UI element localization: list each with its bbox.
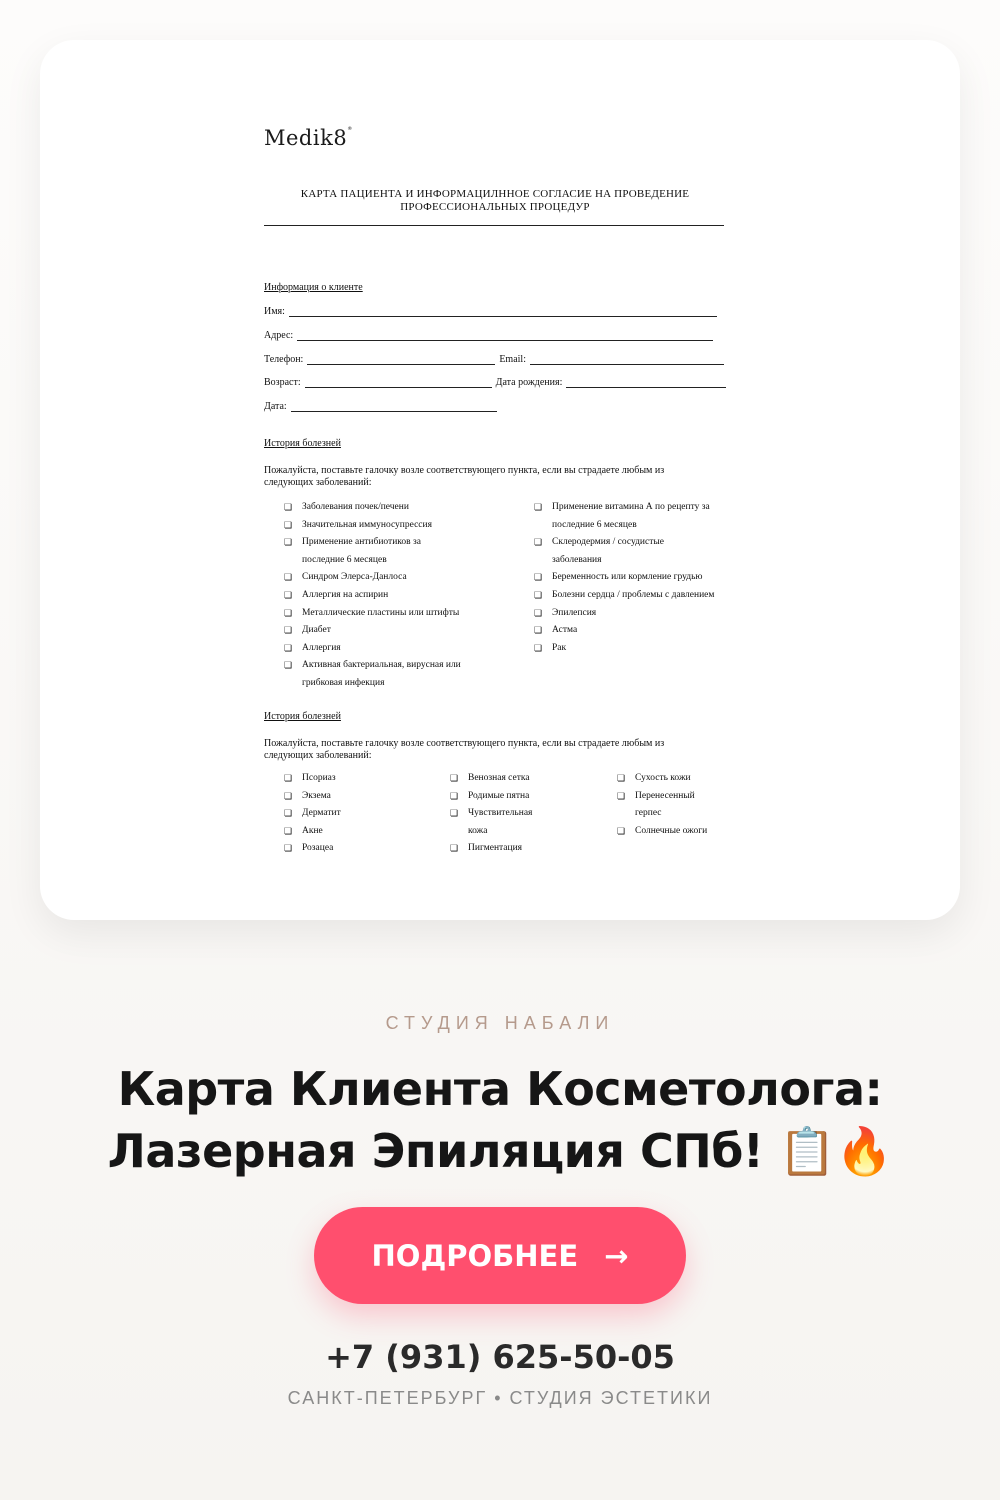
checkbox-icon: ❏ xyxy=(450,773,459,783)
studio-label: СТУДИЯ НАБАЛИ xyxy=(385,1013,615,1033)
checkbox-label: Значительная иммуносупрессия xyxy=(302,519,432,530)
checkbox-label: Применение витамина А по рецепту за последние 6 месяцев xyxy=(552,502,710,530)
checkbox-item[interactable] xyxy=(450,805,600,840)
checkbox-label: Солнечные ожоги xyxy=(635,825,708,836)
date-field: Дата: xyxy=(264,401,501,412)
checkbox-item[interactable] xyxy=(534,534,744,569)
checkbox-item[interactable] xyxy=(284,788,434,806)
checkbox-icon: ❏ xyxy=(450,843,459,854)
checkbox-item[interactable] xyxy=(284,622,514,640)
name-field: Имя: xyxy=(264,306,721,317)
headline-line-1: Карта Клиента Косметолога: xyxy=(117,1062,883,1116)
arrow-right-icon: → xyxy=(604,1238,629,1273)
checkbox-item[interactable] xyxy=(534,622,744,640)
medik8-logo: Medik8® xyxy=(264,126,353,150)
checkbox-item[interactable] xyxy=(284,823,434,841)
checkbox-icon: ❏ xyxy=(284,519,293,530)
checkbox-label: Аллергия xyxy=(302,642,341,653)
address-field: Адрес: xyxy=(264,330,717,341)
checkbox-label: Рак xyxy=(552,642,567,653)
checkbox-label: Родимые пятна xyxy=(468,790,530,801)
checkbox-item[interactable] xyxy=(284,517,514,535)
checkbox-label: Дерматит xyxy=(302,808,341,819)
checkbox-label: Сухость кожи xyxy=(635,773,691,783)
checkbox-label: Заболевания почек/печени xyxy=(302,502,409,512)
checkbox-item[interactable] xyxy=(284,499,514,517)
checkbox-icon: ❏ xyxy=(617,790,626,801)
checkbox-icon: ❏ xyxy=(534,625,543,636)
checkbox-item[interactable] xyxy=(450,840,600,858)
checkbox-icon: ❏ xyxy=(284,589,293,600)
checkbox-item[interactable] xyxy=(284,770,434,788)
checkbox-item[interactable] xyxy=(284,587,514,605)
conditions-left-column xyxy=(284,499,514,693)
checkbox-label: Применение антибиотиков за последние 6 месяцев xyxy=(302,537,422,565)
checkbox-label: Синдром Элерса-Данлоса xyxy=(302,572,407,583)
checkbox-icon: ❏ xyxy=(534,642,543,653)
checkbox-item[interactable] xyxy=(284,657,514,692)
history-instruction-1: Пожалуйста, поставьте галочку возле соответствующего пункта, если вы страдаете любым из следующих заболеваний: xyxy=(264,465,665,488)
checkbox-icon: ❏ xyxy=(534,589,543,600)
checkbox-label: Псориаз xyxy=(302,773,336,783)
checkbox-icon: ❏ xyxy=(617,773,626,783)
checkbox-icon: ❏ xyxy=(534,572,543,583)
skin-col-1 xyxy=(284,770,434,858)
checkbox-label: Активная бактериальная, вирусная или грибковая инфекция xyxy=(302,660,461,688)
checkbox-item[interactable] xyxy=(450,788,600,806)
checkbox-icon: ❏ xyxy=(284,502,293,512)
checkbox-icon: ❏ xyxy=(284,843,293,854)
checkbox-label: Пигментация xyxy=(468,843,523,854)
checkbox-label: Экзема xyxy=(302,790,331,801)
footer-caption: САНКТ-ПЕТЕРБУРГ • СТУДИЯ ЭСТЕТИКИ xyxy=(287,1388,713,1408)
checkbox-label: Перенесенный герпес xyxy=(635,790,695,819)
checkbox-item[interactable] xyxy=(284,840,434,858)
checkbox-icon: ❏ xyxy=(284,790,293,801)
history-instruction-2: Пожалуйста, поставьте галочку возле соответствующего пункта, если вы страдаете любым из следующих заболеваний: xyxy=(264,738,665,761)
checkbox-label: Металлические пластины или штифты xyxy=(302,607,460,618)
checkbox-icon: ❏ xyxy=(284,642,293,653)
checkbox-item[interactable] xyxy=(450,770,600,788)
page-headline xyxy=(40,1058,960,1182)
checkbox-label: Розацеа xyxy=(302,843,334,854)
history-heading-1: История болезней xyxy=(264,438,341,449)
checkbox-icon: ❏ xyxy=(534,607,543,618)
checkbox-icon: ❏ xyxy=(284,537,293,548)
phone-email-row: Телефон: Email: xyxy=(264,354,728,365)
checkbox-item[interactable] xyxy=(284,569,514,587)
checkbox-item[interactable] xyxy=(617,770,737,788)
checkbox-label: Чувствительная кожа xyxy=(468,808,533,836)
checkbox-label: Венозная сетка xyxy=(468,773,530,783)
title-divider xyxy=(264,225,724,226)
phone-link[interactable]: +7 (931) 625-50-05 xyxy=(325,1338,675,1376)
checkbox-icon: ❏ xyxy=(450,808,459,819)
checkbox-item[interactable] xyxy=(617,788,737,823)
checkbox-icon: ❏ xyxy=(284,625,293,636)
checkbox-label: Беременность или кормление грудью xyxy=(552,572,703,583)
checkbox-item[interactable] xyxy=(284,640,514,658)
form-title: КАРТА ПАЦИЕНТА И ИНФОРМАЦИЛННОЕ СОГЛАСИЕ НА ПРОВЕДЕНИЕ ПРОФЕССИОНАЛЬНЫХ ПРОЦЕДУР xyxy=(300,188,690,213)
checkbox-item[interactable] xyxy=(534,499,744,534)
checkbox-icon: ❏ xyxy=(450,790,459,801)
headline-line-2: Лазерная Эпиляция СПб! 📋🔥 xyxy=(107,1124,893,1178)
checkbox-label: Эпилепсия xyxy=(552,607,597,618)
checkbox-item[interactable] xyxy=(284,805,434,823)
conditions-right-column xyxy=(534,499,744,657)
checkbox-item[interactable] xyxy=(534,569,744,587)
more-button[interactable] xyxy=(314,1207,686,1304)
checkbox-icon: ❏ xyxy=(284,825,293,836)
checkbox-label: Болезни сердца / проблемы с давлением xyxy=(552,589,715,600)
checkbox-label: Аллергия на аспирин xyxy=(302,589,389,600)
checkbox-item[interactable] xyxy=(284,534,514,569)
skin-col-3 xyxy=(617,770,737,840)
checkbox-icon: ❏ xyxy=(284,773,293,783)
checkbox-icon: ❏ xyxy=(284,607,293,618)
checkbox-item[interactable] xyxy=(534,605,744,623)
checkbox-label: Склеродермия / сосудистые заболевания xyxy=(552,537,664,565)
checkbox-icon: ❏ xyxy=(534,502,543,512)
checkbox-label: Астма xyxy=(552,625,578,636)
checkbox-item[interactable] xyxy=(617,823,737,841)
checkbox-item[interactable] xyxy=(284,605,514,623)
age-dob-row: Возраст: Дата рождения: xyxy=(264,377,730,388)
history-heading-2: История болезней xyxy=(264,711,341,722)
checkbox-label: Акне xyxy=(302,825,323,836)
skin-col-2 xyxy=(450,770,600,858)
checkbox-item[interactable] xyxy=(534,640,744,658)
checkbox-icon: ❏ xyxy=(284,572,293,583)
more-button-label: ПОДРОБНЕЕ xyxy=(371,1238,579,1273)
document-card xyxy=(40,40,960,920)
checkbox-icon: ❏ xyxy=(284,808,293,819)
client-info-heading: Информация о клиенте xyxy=(264,282,363,293)
checkbox-icon: ❏ xyxy=(284,660,293,671)
checkbox-icon: ❏ xyxy=(534,537,543,548)
checkbox-icon: ❏ xyxy=(617,825,626,836)
checkbox-label: Диабет xyxy=(302,625,331,636)
checkbox-item[interactable] xyxy=(534,587,744,605)
